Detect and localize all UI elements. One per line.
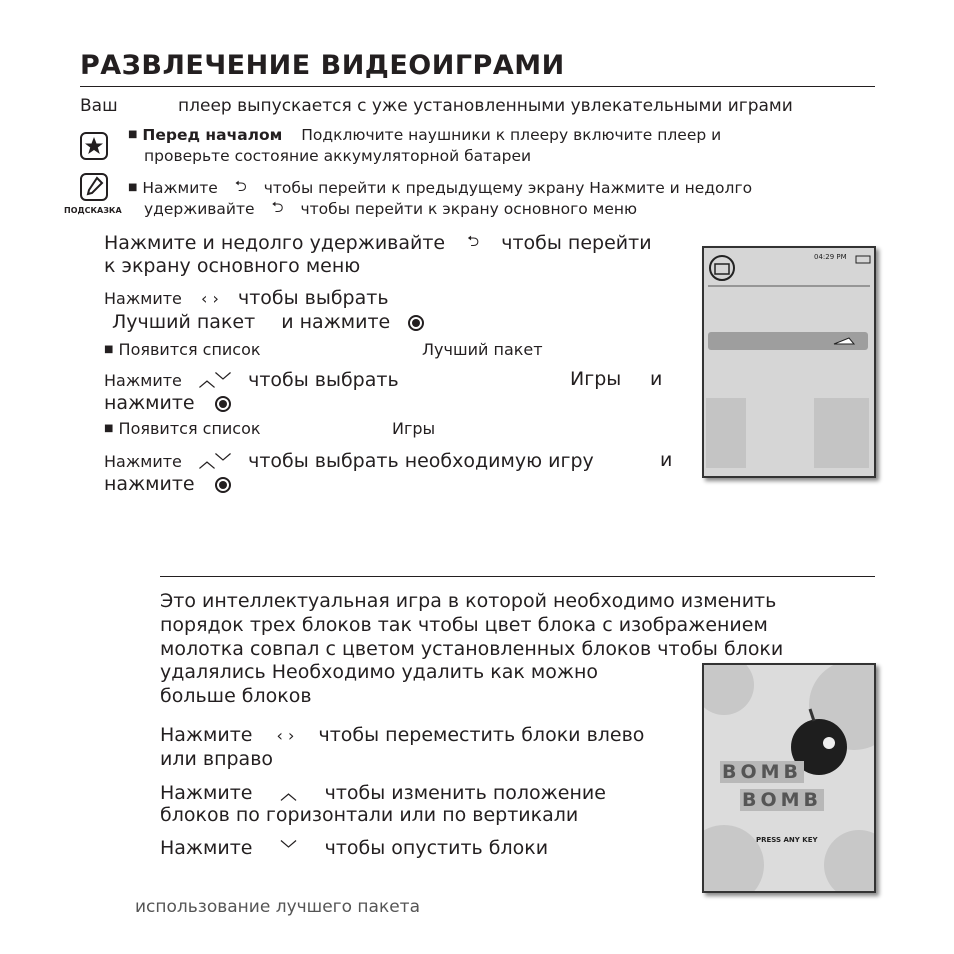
step3-note-a: Появится список [118,419,261,438]
ok-button-icon [215,396,231,412]
control2-line1 [160,781,606,804]
tip-text-c: удерживайте [144,200,255,218]
step1-line1 [104,231,652,256]
game-desc-4: удалялись Необходимо удалить как можно [160,661,599,683]
step3-line1 [104,368,399,391]
step2-note-a: Появится список [118,340,261,359]
step3-note: ■ Появится список [104,419,261,438]
step4-press: Нажмите [104,452,182,471]
page-title: РАЗВЛЕЧЕНИЕ ВИДЕОИГРАМИ [80,50,565,81]
back-arrow-icon: ⮌ [467,232,480,250]
footer-text: использование лучшего пакета [135,897,420,917]
step3-press2: нажмите [104,392,195,414]
step2-target: Лучший пакет [112,311,256,333]
step2-line2 [112,311,424,333]
step3-select: чтобы выбрать [248,369,399,391]
step3-target: Игры [570,368,622,390]
game-desc-5: больше блоков [160,685,312,707]
control1-line2: или вправо [160,748,274,770]
step3-line2 [104,392,231,414]
game-desc-1: Это интеллектуальная игра в которой необходимо изменить [160,590,777,612]
step1-line2: к экрану основного меню [104,255,361,277]
game-logo-word2: BOMB [742,789,823,811]
note-line2: проверьте состояние аккумуляторной батареи [144,147,532,165]
tip-line1: ■ Нажмите ⮌ чтобы перейти к предыдущему экрану Нажмите и недолго [128,176,752,201]
ok-button-icon [215,477,231,493]
step2-note: ■ Появится список [104,340,261,359]
step1-text-b: чтобы перейти [501,232,652,254]
title-rule [80,86,875,87]
step2-line1 [104,287,389,309]
step3-press: Нажмите [104,371,182,390]
tip-text-b: чтобы перейти к предыдущему экрану Нажмите и недолго [263,179,753,197]
back-arrow-icon: ⮌ [234,177,247,195]
device-screen-game [702,663,876,893]
note-bold: Перед началом [142,126,283,144]
control2-text: чтобы изменить положение [324,782,606,804]
control3-press: Нажмите [160,837,253,859]
step2-note-b: Лучший пакет [422,340,543,359]
left-right-icon: ‹ › [200,289,219,308]
back-arrow-icon: ⮌ [271,198,284,216]
control3-text: чтобы опустить блоки [324,837,549,859]
control2-line2: блоков по горизонтали или по вертикали [160,804,579,826]
step2-press: Нажмите [104,289,182,308]
press-any-key: PRESS ANY KEY [756,836,818,844]
game-desc-3: молотка совпал с цветом установленных блоков чтобы блоки [160,638,784,660]
section-rule [160,576,875,577]
star-icon [80,132,108,160]
note-text1: Подключите наушники к плееру включите плеер и [301,126,722,144]
control1-text: чтобы переместить блоки влево [318,724,645,746]
step4-select: чтобы выбрать необходимую игру [248,450,594,472]
game-logo-word1: BOMB [722,761,803,783]
down-icon: ﹀ [280,839,297,858]
step2-select: чтобы выбрать [237,287,389,309]
step4-line2 [104,473,231,495]
up-down-icon: ︿﹀ [198,452,231,471]
up-down-icon: ︿﹀ [198,371,231,390]
up-icon: ︿ [280,784,297,803]
control1-press: Нажмите [160,724,253,746]
step1-text-a: Нажмите и недолго удерживайте [104,232,446,254]
tip-label: ПОДСКАЗКА [64,206,122,215]
control2-press: Нажмите [160,782,253,804]
step3-note-b: Игры [392,419,436,438]
step4-press2: нажмите [104,473,195,495]
intro-text: плеер выпускается с уже установленными увлекательными играми [178,96,793,116]
step4-and: и [660,449,673,471]
device-screen-menu [702,246,876,478]
tip-line2 [144,197,637,222]
tip-text-a: Нажмите [142,179,218,197]
step4-line1 [104,449,594,472]
game-desc-2: порядок трех блоков так чтобы цвет блока с изображением [160,614,768,636]
control1-line1 [160,724,644,746]
intro-word: Ваш [80,96,118,116]
device-time: 04:29 PM [814,253,847,261]
note-line1: ■ Перед началом Подключите наушники к плееру включите плеер и [128,126,722,144]
tip-text-d: чтобы перейти к экрану основного меню [300,200,638,218]
left-right-icon: ‹ › [276,726,295,745]
step2-and-press: и нажмите [281,311,391,333]
step3-and: и [650,368,663,390]
ok-button-icon [408,315,424,331]
control3-line1 [160,836,548,859]
pencil-icon [80,173,108,201]
